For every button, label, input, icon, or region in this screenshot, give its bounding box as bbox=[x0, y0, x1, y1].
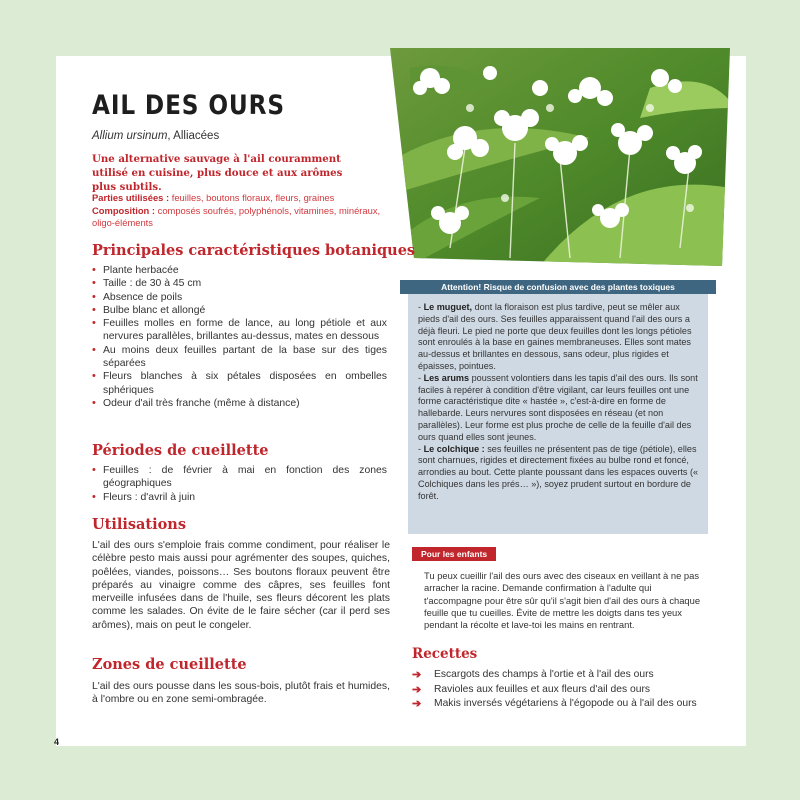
composition-value: composés soufrés, polyphénols, vitamines, minéraux, oligo-éléments bbox=[92, 204, 381, 228]
zones-text: L'ail des ours pousse dans les sous-bois, plutôt frais et humides, à l'ombre ou en zone semi-ombragée. bbox=[92, 681, 390, 706]
warning-box bbox=[408, 282, 708, 534]
warning-colchique: - Le colchique : ses feuilles ne présentent pas de tige (pétiole), elles sont charnues, rigides et directement fixées au bulbe rond et foncé, arrondies au bout. Cette plante poussant dans les espaces ouverts (« Colchiques dans les prés… »), soyez prudent surtout en bordure de forêt. bbox=[418, 443, 699, 501]
recipe-item: ➔ Escargots des champs à l'ortie et à l'ail des ours bbox=[412, 669, 654, 681]
list-item: • Bulbe blanc et allongé bbox=[92, 304, 387, 317]
page-title: AIL DES OURS bbox=[92, 90, 285, 121]
cueillette-list bbox=[92, 464, 387, 504]
wild-garlic-photo bbox=[390, 48, 730, 266]
zones-heading: Zones de cueillette bbox=[92, 656, 247, 673]
lead-text: Une alternative sauvage à l'ail couramment utilisé en cuisine, plus douce et aux arômes plus subtils. bbox=[92, 153, 343, 193]
utilisations-heading: Utilisations bbox=[92, 516, 187, 533]
warning-body bbox=[418, 302, 700, 503]
botanique-list bbox=[92, 264, 387, 410]
arrow-icon: ➔ bbox=[412, 698, 422, 711]
list-item: • Plante herbacée bbox=[92, 264, 387, 277]
utilisations-text: L'ail des ours s'emploie frais comme condiment, pour réaliser le célèbre pesto mais aussi pour agrémenter des soupes, quiches, poêlées, viandes, poissons… Ses boutons floraux peuvent être préparés au vinaigre comme des câpres, ses feuilles font merveille infusées dans de l'huile, ses fleurs décorent les plats comme les salades. On évite de le faire sécher (car il perd ses arômes), mais on peut le congeler. bbox=[92, 540, 390, 631]
warning-heading: Attention! Risque de confusion avec des plantes toxiques bbox=[400, 280, 716, 294]
botanique-heading: Principales caractéristiques botaniques bbox=[92, 242, 416, 259]
list-item: • Fleurs : d'avril à juin bbox=[92, 491, 387, 504]
cueillette-heading: Périodes de cueillette bbox=[92, 442, 269, 459]
page-number: 4 bbox=[54, 737, 60, 747]
list-item: • Feuilles : de février à mai en fonction des zones géographiques bbox=[92, 464, 387, 491]
subtitle bbox=[92, 130, 219, 142]
recipe-item: ➔ Makis inversés végétariens à l'égopode ou à l'ail des ours bbox=[412, 698, 697, 711]
arrow-icon: ➔ bbox=[412, 669, 422, 681]
list-item: • Taille : de 30 à 45 cm bbox=[92, 277, 387, 290]
kids-tag: Pour les enfants bbox=[412, 547, 496, 561]
warning-arums: - Les arums poussent volontiers dans les tapis d'ail des ours. Ils sont faciles à repérer à condition d'être vigilant, car leurs feuilles ont une forme caractéristique dite « hastée », c'est-à-dire en forme de hallebarde. Leurs nervures sont disposées en réseau (et non parallèles). Leur forme est plus proche de celle de la feuille d'ail des ours quand elles sont jeunes. bbox=[418, 372, 698, 442]
recettes-list bbox=[412, 668, 732, 712]
plant-meta bbox=[92, 192, 382, 230]
list-item: • Odeur d'ail très franche (même à distance) bbox=[92, 397, 387, 410]
family-name: , Alliacées bbox=[167, 130, 220, 142]
list-item: • Fleurs blanches à six pétales disposées en ombelles sphériques bbox=[92, 370, 387, 397]
parts-value: feuilles, boutons floraux, fleurs, graines bbox=[171, 192, 335, 203]
list-item: • Au moins deux feuilles partant de la base sur des tiges séparées bbox=[92, 344, 387, 371]
list-item: • Feuilles molles en forme de lance, au long pétiole et aux nervures parallèles, brillantes au-dessus, mates en dessous bbox=[92, 317, 387, 344]
recettes-heading: Recettes bbox=[412, 646, 478, 662]
composition-label: Composition : bbox=[92, 204, 156, 216]
arrow-icon: ➔ bbox=[412, 683, 422, 696]
list-item: • Absence de poils bbox=[92, 291, 387, 304]
parts-label: Parties utilisées : bbox=[92, 192, 170, 203]
warning-muguet: - Le muguet, dont la floraison est plus tardive, peut se mêler aux pieds d'ail des ours. Ses feuilles apparaissent quand l'ail des ours a déjà fleuri. Le pied ne porte que deux feuilles dont les longs pétioles sont enroulés à la base en gaines membraneuses. Elles sont mates au-dessus et brillantes en dessous, sans odeur, plus rigides et épaisses, pointues. bbox=[418, 302, 692, 371]
kids-text: Tu peux cueillir l'ail des ours avec des ciseaux en veillant à ne pas arracher la racine. Demande confirmation à l'adulte qui t'accompagne pour être sûr qu'il s'agit bien d'ail des ours à chaque feuille que tu cueilles. Évite de mettre les doigts dans tes yeux pendant la récolte et lave-toi les mains en rentrant. bbox=[424, 570, 701, 631]
recipe-item: ➔ Ravioles aux feuilles et aux fleurs d'ail des ours bbox=[412, 683, 651, 696]
latin-name: Allium ursinum bbox=[92, 130, 168, 142]
page bbox=[56, 56, 746, 746]
